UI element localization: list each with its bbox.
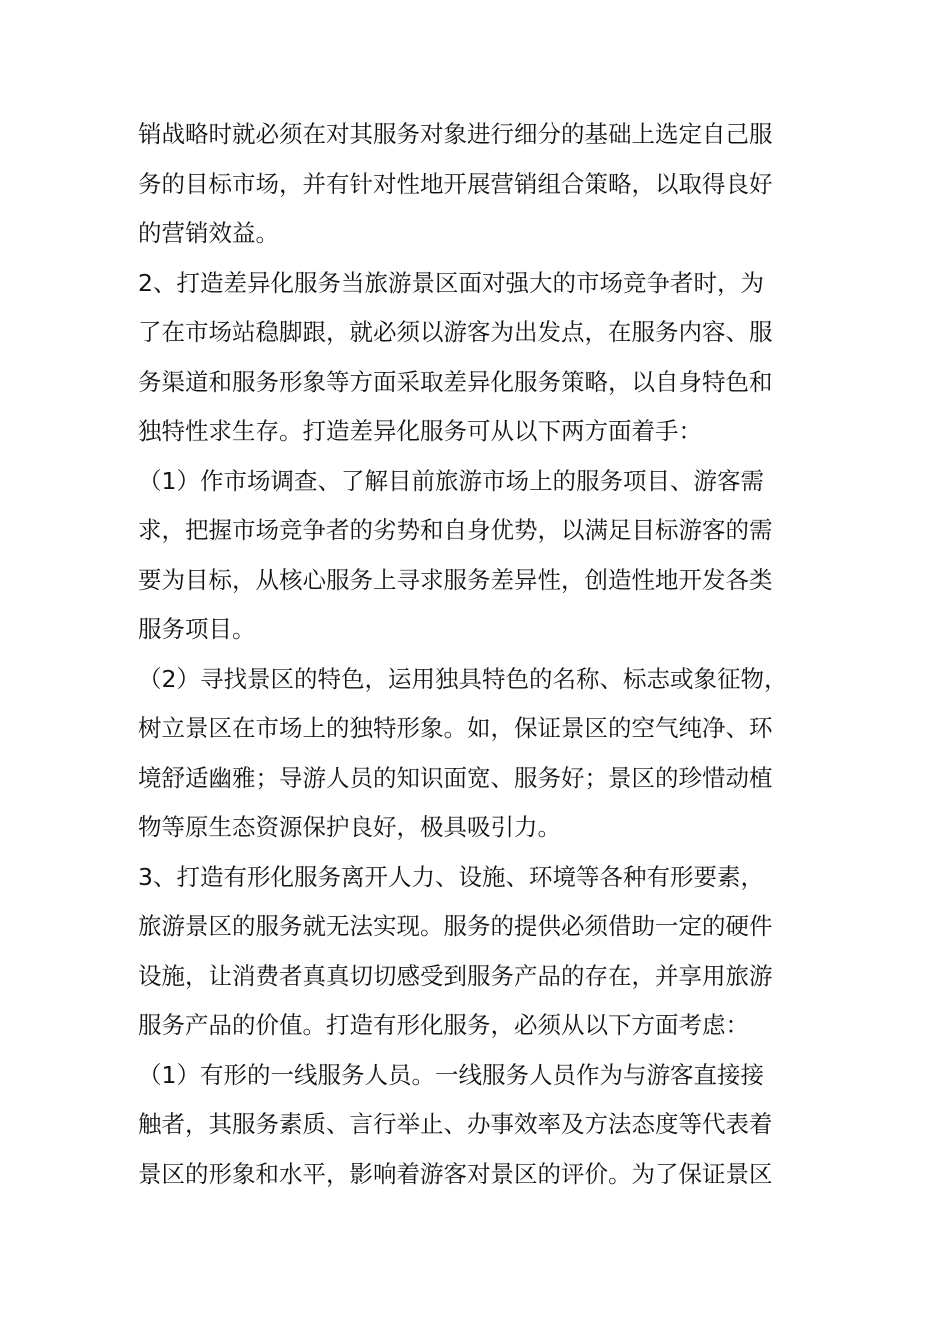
text-line: 要为目标，从核心服务上寻求服务差异性，创造性地开发各类 xyxy=(138,565,773,594)
body-text xyxy=(138,110,802,1199)
list-item-1: （1）作市场调查、了解目前旅游市场上的服务项目、游客需 xyxy=(138,466,764,495)
list-item-2: （2）寻找景区的特色，运用独具特色的名称、标志或象征物， xyxy=(138,664,788,693)
text-line: 服务产品的价值。打造有形化服务，必须从以下方面考虑： xyxy=(138,1011,749,1039)
text-line: 求，把握市场竞争者的劣势和自身优势，以满足目标游客的需 xyxy=(138,516,773,544)
section-heading-2: 2、打造差异化服务当旅游景区面对强大的市场竞争者时，为 xyxy=(138,268,764,297)
text-line: 务的目标市场，并有针对性地开展营销组合策略，以取得良好 xyxy=(138,169,773,198)
text-line: 独特性求生存。打造差异化服务可从以下两方面着手： xyxy=(138,417,702,445)
text-line: 旅游景区的服务就无法实现。服务的提供必须借助一定的硬件 xyxy=(138,912,773,940)
text-line: 景区的形象和水平，影响着游客对景区的评价。为了保证景区 xyxy=(138,1159,773,1188)
text-line: 树立景区在市场上的独特形象。如，保证景区的空气纯净、环 xyxy=(138,714,773,742)
text-line: 境舒适幽雅；导游人员的知识面宽、服务好；景区的珍惜动植 xyxy=(138,763,773,792)
text-line: 服务项目。 xyxy=(138,615,256,643)
text-line: 触者，其服务素质、言行举止、办事效率及方法态度等代表着 xyxy=(138,1110,773,1138)
text-line: 销战略时就必须在对其服务对象进行细分的基础上选定自己服 xyxy=(138,120,773,148)
section-heading-3: 3、打造有形化服务离开人力、设施、环境等各种有形要素， xyxy=(138,862,764,891)
text-line: 务渠道和服务形象等方面采取差异化服务策略，以自身特色和 xyxy=(138,367,773,396)
text-line: 了在市场站稳脚跟，就必须以游客为出发点，在服务内容、服 xyxy=(138,318,773,346)
text-line: 的营销效益。 xyxy=(138,219,279,247)
text-line: 物等原生态资源保护良好，极具吸引力。 xyxy=(138,813,561,841)
list-item-1: （1）有形的一线服务人员。一线服务人员作为与游客直接接 xyxy=(138,1060,764,1089)
text-line: 设施，让消费者真真切切感受到服务产品的存在，并享用旅游 xyxy=(138,961,773,990)
